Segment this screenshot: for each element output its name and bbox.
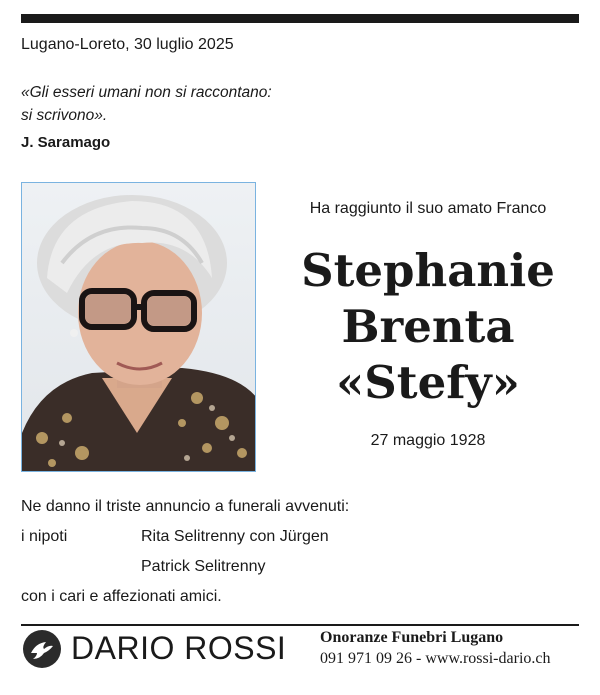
notice-intro: Ha raggiunto il suo amato Franco — [309, 200, 547, 217]
deceased-last-name: Brenta — [341, 300, 515, 353]
family-member: Patrick Selitrenny — [141, 558, 266, 575]
top-divider — [21, 14, 579, 23]
company-name: DARIO ROSSI — [71, 630, 287, 666]
quote-author: J. Saramago — [21, 134, 111, 151]
announcement: Ne danno il triste annuncio a funerali avvenuti: — [21, 498, 350, 515]
quote — [21, 81, 341, 127]
deceased-first-name: Stephanie — [301, 244, 555, 297]
deceased-nickname: «Stefy» — [336, 356, 520, 409]
birth-date: 27 maggio 1928 — [370, 432, 486, 449]
company-contact: 091 971 09 26 - www.rossi-dario.ch — [320, 650, 551, 667]
quote-line-2: si scrivono». — [21, 107, 108, 124]
quote-line-1: «Gli esseri umani non si raccontano: — [21, 84, 272, 101]
family-member: Rita Selitrenny con Jürgen — [141, 528, 329, 545]
portrait-photo — [21, 182, 256, 472]
closing-line: con i cari e affezionati amici. — [21, 588, 222, 605]
place-date: Lugano-Loreto, 30 luglio 2025 — [21, 36, 234, 53]
dove-icon — [22, 629, 62, 669]
footer-divider — [21, 624, 579, 626]
company-service: Onoranze Funebri Lugano — [320, 629, 504, 646]
relation-label: i nipoti — [21, 528, 68, 545]
